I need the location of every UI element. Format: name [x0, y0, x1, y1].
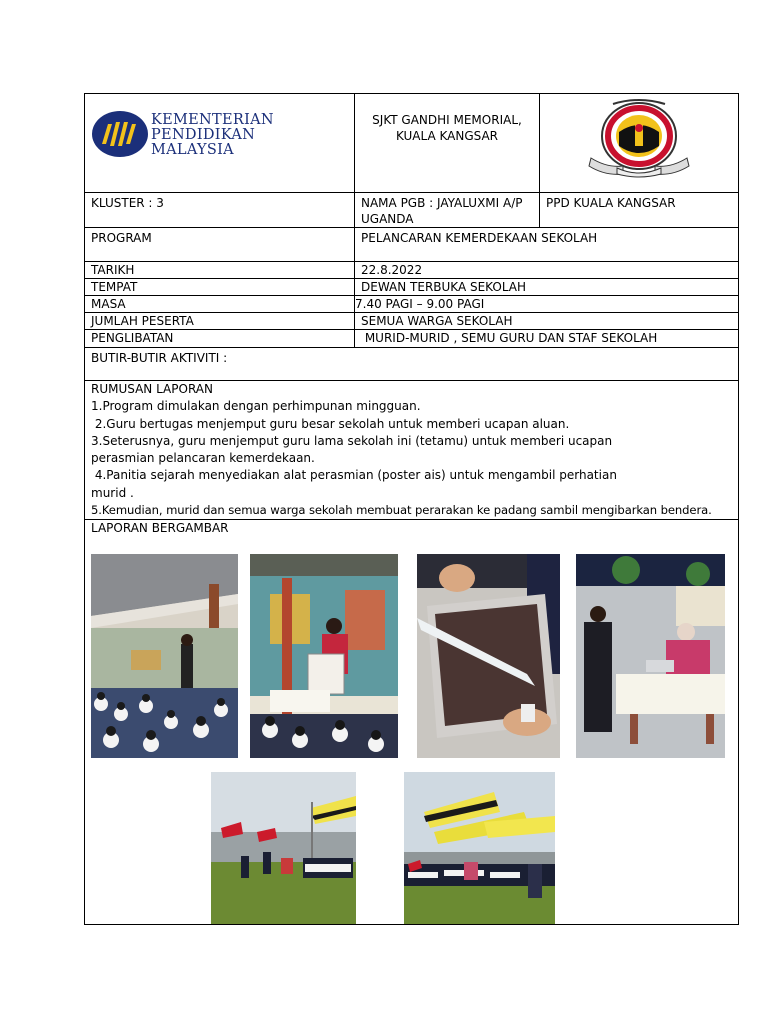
photo-parade-1 [211, 772, 356, 924]
masa-value: 7.40 PAGI – 9.00 PAGI [354, 296, 738, 312]
ministry-logo-cell [85, 94, 354, 192]
photo-assembly [91, 554, 238, 758]
program-value: PELANCARAN KEMERDEKAAN SEKOLAH [354, 228, 738, 261]
report-document [84, 93, 739, 925]
tarikh-label: TARIKH [91, 263, 135, 277]
penglibatan-label: PENGLIBATAN [91, 331, 174, 345]
masa-row [85, 296, 738, 313]
penglibatan-value: MURID-MURID , SEMU GURU DAN STAF SEKOLAH [354, 330, 738, 347]
header-row [85, 94, 738, 193]
rumusan-line: murid . [91, 485, 134, 500]
ministry-logo [91, 110, 281, 162]
peserta-row [85, 313, 738, 330]
tempat-value: DEWAN TERBUKA SEKOLAH [354, 279, 738, 295]
tempat-row [85, 279, 738, 296]
rumusan-line: 2.Guru bertugas menjemput guru besar sekolah untuk memberi ucapan aluan. [91, 416, 570, 431]
kluster-row [85, 193, 738, 228]
ministry-name [151, 113, 274, 158]
school-name-line2: KUALA KANGSAR [395, 129, 499, 143]
rumusan-line: 4.Panitia sejarah menyediakan alat perasmian (poster ais) untuk mengambil perhatian [91, 468, 617, 483]
penglibatan-row [85, 330, 738, 348]
tarikh-value: 22.8.2022 [354, 262, 738, 278]
ministry-name-line2: PENDIDIKAN [151, 127, 256, 143]
tempat-label: TEMPAT [91, 280, 138, 294]
rumusan-title: RUMUSAN LAPORAN [91, 382, 213, 396]
ministry-name-line1: KEMENTERIAN [151, 112, 274, 128]
butir-row [85, 348, 738, 381]
program-row [85, 228, 738, 262]
pgb-cell: NAMA PGB : JAYALUXMI A/P UGANDA [354, 193, 539, 227]
masa-label: MASA [91, 297, 126, 311]
rumusan-line: perasmian pelancaran kemerdekaan. [91, 451, 315, 466]
ministry-emblem-icon [91, 110, 149, 158]
rumusan-row [85, 381, 738, 520]
ministry-name-line3: MALAYSIA [151, 142, 234, 158]
school-crest-cell [539, 94, 738, 192]
school-name-line1: SJKT GANDHI MEMORIAL, [372, 113, 522, 127]
ppd-cell: PPD KUALA KANGSAR [539, 193, 738, 227]
rumusan-line: 5.Kemudian, murid dan semua warga sekolah membuat perarakan ke padang sambil mengibarkan bendera. [91, 503, 712, 518]
school-name-cell [354, 94, 539, 192]
rumusan-line: 3.Seterusnya, guru menjemput guru lama sekolah ini (tetamu) untuk memberi ucapan [91, 433, 613, 448]
kluster-cell: KLUSTER : 3 [91, 196, 164, 210]
gambar-row [85, 520, 738, 924]
program-label: PROGRAM [91, 231, 152, 245]
photo-ice-poster [417, 554, 560, 758]
photo-parade-2 [404, 772, 555, 924]
photo-officiating [576, 554, 725, 758]
rumusan-cell [85, 381, 738, 519]
rumusan-line: 1.Program dimulakan dengan perhimpunan mingguan. [91, 399, 421, 414]
photo-speech [250, 554, 398, 758]
tarikh-row [85, 262, 738, 279]
school-crest-icon [587, 98, 691, 178]
gambar-title: LAPORAN BERGAMBAR [91, 521, 229, 535]
peserta-label: JUMLAH PESERTA [91, 314, 194, 328]
butir-label: BUTIR-BUTIR AKTIVITI : [91, 351, 228, 365]
peserta-value: SEMUA WARGA SEKOLAH [354, 313, 738, 329]
